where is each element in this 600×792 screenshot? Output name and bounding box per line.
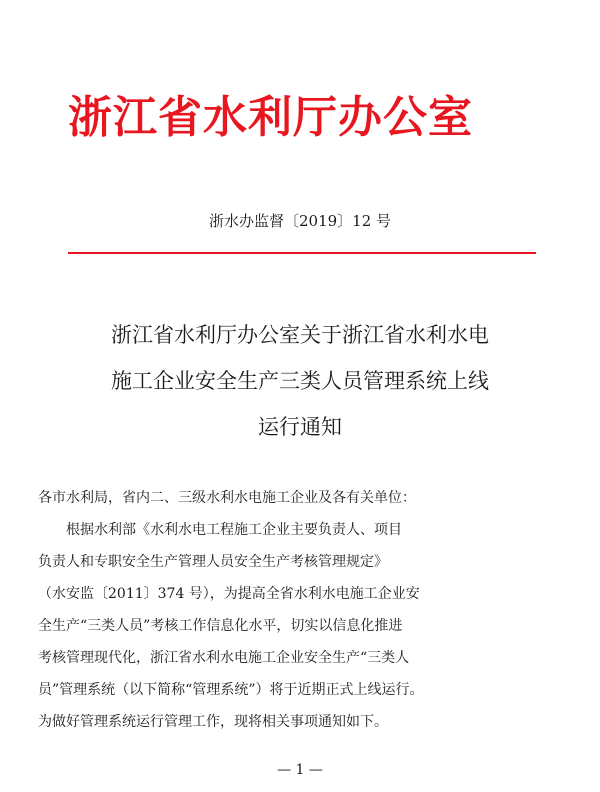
page-number: — 1 — [277, 762, 323, 778]
document-body [38, 482, 548, 738]
document-title [30, 312, 570, 450]
body-line: 全生产“三类人员”考核工作信息化水平，切实以信息化推进 [38, 618, 403, 634]
title-line: 施工企业安全生产三类人员管理系统上线 [111, 369, 489, 393]
body-line: 考核管理现代化，浙江省水利水电施工企业安全生产“三类人 [38, 650, 410, 666]
salutation: 各市水利局，省内二、三级水利水电施工企业及各有关单位： [38, 490, 416, 506]
body-line: 为做好管理系统运行管理工作，现将相关事项通知如下。 [38, 714, 388, 730]
title-line: 运行通知 [258, 415, 342, 439]
red-divider [68, 252, 536, 254]
body-line: 负责人和专职安全生产管理人员安全生产考核管理规定》 [38, 554, 388, 570]
document-number: 浙水办监督〔2019〕12 号 [208, 212, 392, 230]
body-line: 根据水利部《水利水电工程施工企业主要负责人、项目 [66, 522, 402, 538]
body-line: （水安监〔2011〕374 号），为提高全省水利水电施工企业安 [38, 586, 420, 602]
title-line: 浙江省水利厅办公室关于浙江省水利水电 [111, 323, 489, 347]
body-line: 员”管理系统（以下简称“管理系统”）将于近期正式上线运行。 [38, 682, 424, 698]
issuer-masthead: 浙江省水利厅办公室 [68, 92, 473, 143]
